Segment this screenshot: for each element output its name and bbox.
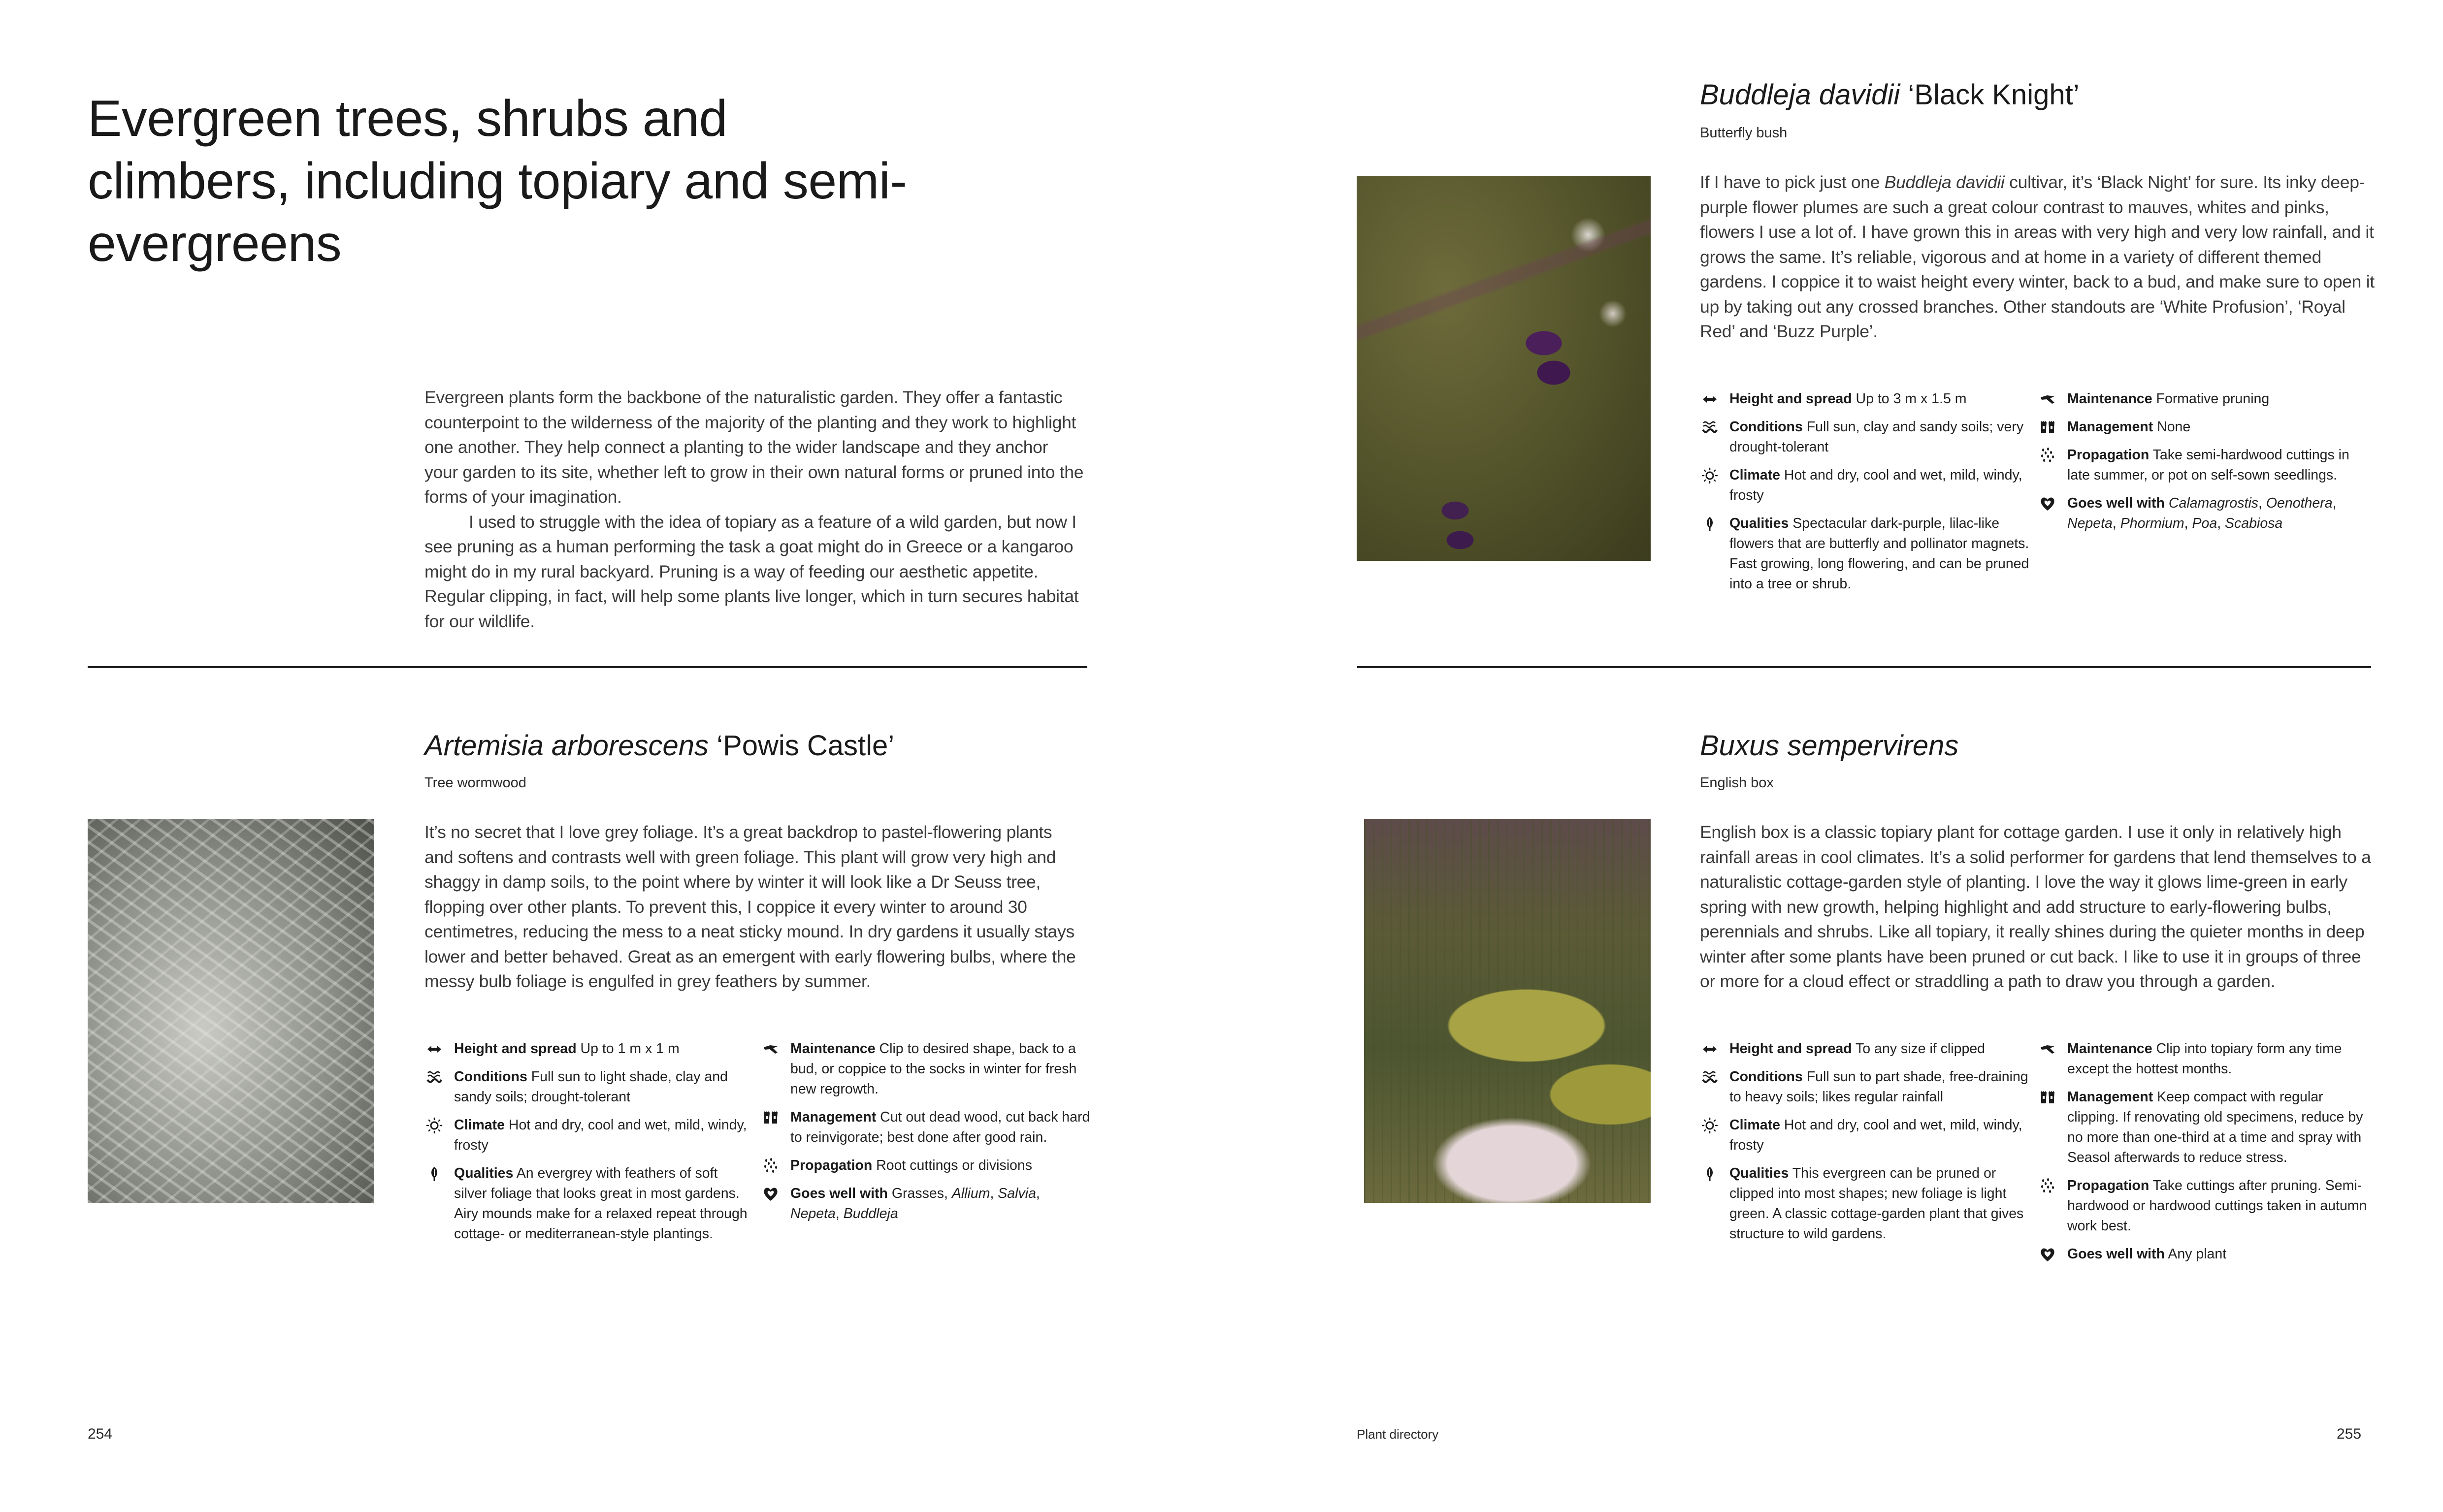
attribute-value: None xyxy=(2153,419,2191,435)
attribute-label: Height and spread xyxy=(1729,391,1852,407)
attribute-goes-well-with xyxy=(761,1184,1091,1224)
maintenance-shears-icon xyxy=(2038,390,2057,409)
chapter-title: Evergreen trees, shrubs and climbers, including topiary and semi-evergreens xyxy=(88,90,907,272)
attribute-label: Management xyxy=(2067,1089,2153,1105)
description-artemisia xyxy=(424,820,1084,994)
latin-name: Buxus sempervirens xyxy=(1700,730,1959,762)
maintenance-shears-icon xyxy=(761,1040,781,1059)
attribute-management xyxy=(2038,1087,2373,1168)
attribute-value: Take cuttings after pruning. Semi-hardwood or hardwood cuttings taken in autumn work best. xyxy=(2067,1178,2367,1234)
attribute-conditions xyxy=(1700,417,2030,457)
intro-paragraph-1: Evergreen plants form the backbone of the naturalistic garden. They offer a fantastic counterpoint to the wilderness of the majority of the planting and they work to highlight one another. They help connect a planting to the wider landscape and they anchor your garden to its site, whether left to grow in their own natural forms or pruned into the forms of your imagination. xyxy=(424,387,1084,507)
conditions-waves-icon xyxy=(1700,418,1720,437)
latin-name: Buddleja davidii xyxy=(1700,79,1900,111)
attribute-label: Maintenance xyxy=(2067,391,2152,407)
attribute-label: Qualities xyxy=(1729,515,1789,531)
attribute-value: Hot and dry, cool and wet, mild, windy, frosty xyxy=(1729,1117,2022,1153)
common-name-buddleja: Butterfly bush xyxy=(1700,125,1788,141)
attribute-label: Climate xyxy=(1729,1117,1780,1133)
attribute-label: Propagation xyxy=(790,1158,873,1173)
attributes-artemisia-left xyxy=(424,1039,749,1252)
attribute-value: To any size if clipped xyxy=(1852,1041,1985,1057)
propagation-seeds-icon xyxy=(761,1157,781,1175)
attribute-value: Up to 3 m x 1.5 m xyxy=(1852,391,1967,407)
latin-name: Artemisia arborescens xyxy=(424,730,709,762)
attribute-height-and-spread xyxy=(1700,389,2030,409)
attribute-value: Keep compact with regular clipping. If renovating old specimens, reduce by no more than one-third at a time and spray with Seasol afterwards to reduce stress. xyxy=(2067,1089,2363,1165)
management-gloves-icon xyxy=(2038,418,2057,437)
common-name-buxus: English box xyxy=(1700,775,1774,791)
maintenance-shears-icon xyxy=(2038,1040,2057,1059)
attribute-maintenance xyxy=(2038,1039,2373,1079)
attribute-label: Maintenance xyxy=(2067,1041,2152,1057)
attribute-propagation xyxy=(2038,1176,2373,1236)
attribute-value: Formative pruning xyxy=(2152,391,2270,407)
attribute-label: Climate xyxy=(1729,467,1780,483)
attribute-value: Spectacular dark-purple, lilac-like flowers that are butterfly and pollinator magnets. Fast growing, long flowering, and can be pruned into a tree or shrub. xyxy=(1729,515,2029,592)
conditions-waves-icon xyxy=(1700,1068,1720,1087)
attribute-value: Clip to desired shape, back to a bud, or coppice to the socks in winter for fresh new regrowth. xyxy=(790,1041,1077,1097)
attribute-height-and-spread xyxy=(1700,1039,2030,1059)
attribute-value: Take semi-hardwood cuttings in late summer, or pot on self-sown seedlings. xyxy=(2067,447,2349,483)
height-spread-arrow-icon xyxy=(424,1040,444,1059)
attributes-buddleja-right xyxy=(2038,389,2373,542)
attribute-value: An evergrey with feathers of soft silver foliage that looks great in most gardens. Airy mounds make for a relaxed repeat through cottage- or mediterranean-style plantings. xyxy=(454,1165,748,1242)
propagation-seeds-icon xyxy=(2038,446,2057,465)
photo-buddleja xyxy=(1357,176,1651,561)
attribute-conditions xyxy=(1700,1067,2030,1107)
attribute-label: Maintenance xyxy=(790,1041,876,1057)
attribute-qualities xyxy=(1700,1163,2030,1244)
attribute-label: Height and spread xyxy=(1729,1041,1852,1057)
attribute-value: Any plant xyxy=(2164,1246,2227,1262)
attribute-label: Management xyxy=(2067,419,2153,435)
attribute-value: This evergreen can be pruned or clipped into most shapes; new foliage is light green. A classic cottage-garden plant that gives structure to wild gardens. xyxy=(1729,1165,2024,1242)
attribute-value: Full sun to part shade, free-draining to heavy soils; likes regular rainfall xyxy=(1729,1069,2028,1105)
attribute-qualities xyxy=(424,1163,749,1244)
attributes-buxus-left xyxy=(1700,1039,2030,1252)
qualities-leaf-icon xyxy=(424,1164,444,1183)
attribute-goes-well-with xyxy=(2038,1244,2373,1264)
attribute-climate xyxy=(424,1115,749,1156)
attribute-label: Qualities xyxy=(454,1165,514,1181)
description-buxus xyxy=(1700,820,2375,994)
divider-left xyxy=(88,666,1087,668)
conditions-waves-icon xyxy=(424,1068,444,1087)
attribute-value: Full sun to light shade, clay and sandy soils; drought-tolerant xyxy=(454,1069,728,1105)
attributes-buddleja-left xyxy=(1700,389,2030,602)
attribute-propagation xyxy=(761,1156,1091,1176)
goes-well-heart-icon xyxy=(761,1185,781,1203)
attribute-label: Goes well with xyxy=(2067,495,2165,511)
attribute-value: Up to 1 m x 1 m xyxy=(576,1041,680,1057)
management-gloves-icon xyxy=(761,1108,781,1127)
description-text: If I have to pick just one Buddleja davidii cultivar, it’s ‘Black Night’ for sure. Its inky deep-purple flower plumes are such a great colour contrast to mauves, whites and pinks, flowers I use a lot of. I have grown this in areas with very high and very low rainfall, and it grows the same. It’s reliable, vigorous and at home in a variety of different themed gardens. I coppice it to waist height every winter, back to a bud, and make sure to open it up by taking out any crossed branches. Other standouts are ‘White Profusion’, ‘Royal Red’ and ‘Buzz Purple’. xyxy=(1700,172,2375,341)
running-footer-section: Plant directory xyxy=(1357,1427,1439,1442)
photo-artemisia xyxy=(88,819,374,1203)
qualities-leaf-icon xyxy=(1700,515,1720,533)
attribute-qualities xyxy=(1700,514,2030,594)
attributes-artemisia-right xyxy=(761,1039,1091,1232)
description-text: It’s no secret that I love grey foliage. It’s a great backdrop to pastel-flowering plants and softens and contrasts well with green foliage. This plant will grow very high and shaggy in damp soils, to the point where by winter it will look like a Dr Seuss tree, flopping over other plants. To prevent this, I coppice it every winter to around 30 centimetres, reducing the mess to a neat sticky mound. In dry gardens it usually stays lower and better behaved. Great as an emergent with early flowering bulbs, where the messy bulb foliage is engulfed in grey feathers by summer. xyxy=(424,822,1076,991)
cultivar-name: ‘Black Knight’ xyxy=(1908,79,2080,111)
attribute-maintenance xyxy=(761,1039,1091,1099)
attribute-label: Conditions xyxy=(1729,1069,1803,1085)
intro-paragraph-2: I used to struggle with the idea of topiary as a feature of a wild garden, but now I see pruning as a human performing the task a goat might do in Greece or a kangaroo might do in my rural backyard. Pruning is a way of feeding our aesthetic appetite. Regular clipping, in fact, will help some plants live longer, which in turn secures habitat for our wildlife. xyxy=(424,512,1079,631)
attribute-value: Hot and dry, cool and wet, mild, windy, frosty xyxy=(1729,467,2022,503)
attribute-conditions xyxy=(424,1067,749,1107)
chapter-intro xyxy=(424,385,1084,634)
attribute-label: Conditions xyxy=(454,1069,527,1085)
height-spread-arrow-icon xyxy=(1700,1040,1720,1059)
attribute-climate xyxy=(1700,465,2030,506)
description-buddleja xyxy=(1700,170,2375,344)
goes-well-heart-icon xyxy=(2038,1245,2057,1264)
attribute-label: Height and spread xyxy=(454,1041,577,1057)
plant-name-buddleja xyxy=(1700,78,2080,112)
attribute-goes-well-with xyxy=(2038,493,2373,534)
page-number-left: 254 xyxy=(88,1426,113,1442)
attribute-label: Conditions xyxy=(1729,419,1803,435)
attribute-maintenance xyxy=(2038,389,2373,409)
climate-sun-icon xyxy=(424,1116,444,1135)
attribute-propagation xyxy=(2038,445,2373,485)
attribute-climate xyxy=(1700,1115,2030,1156)
propagation-seeds-icon xyxy=(2038,1177,2057,1195)
attribute-label: Propagation xyxy=(2067,1178,2150,1193)
attribute-management xyxy=(761,1107,1091,1148)
cultivar-name: ‘Powis Castle’ xyxy=(717,730,895,762)
divider-right xyxy=(1357,666,2371,668)
attribute-label: Qualities xyxy=(1729,1165,1789,1181)
attribute-value: Clip into topiary form any time except the hottest months. xyxy=(2067,1041,2342,1077)
plant-name-artemisia xyxy=(424,729,894,763)
attribute-label: Management xyxy=(790,1109,877,1125)
attribute-height-and-spread xyxy=(424,1039,749,1059)
attribute-value: Grasses, Allium, Salvia, Nepeta, Buddleja xyxy=(790,1186,1040,1222)
common-name-artemisia: Tree wormwood xyxy=(424,775,526,791)
goes-well-heart-icon xyxy=(2038,494,2057,513)
attribute-label: Goes well with xyxy=(790,1186,888,1201)
attributes-buxus-right xyxy=(2038,1039,2373,1272)
attribute-value: Hot and dry, cool and wet, mild, windy, frosty xyxy=(454,1117,747,1153)
attribute-management xyxy=(2038,417,2373,437)
attribute-value: Full sun, clay and sandy soils; very drought-tolerant xyxy=(1729,419,2024,455)
attribute-value: Cut out dead wood, cut back hard to reinvigorate; best done after good rain. xyxy=(790,1109,1090,1145)
height-spread-arrow-icon xyxy=(1700,390,1720,409)
plant-name-buxus xyxy=(1700,729,1958,763)
description-text: English box is a classic topiary plant for cottage garden. I use it only in relatively high rainfall areas in cool climates. It’s a solid performer for gardens that lend themselves to a naturalistic cottage-garden style of planting. I love the way it glows lime-green in early spring with new growth, helping highlight and add structure to early-flowering bulbs, perennials and shrubs. Like all topiary, it really shines during the quieter months in deep winter after some plants have been pruned or cut back. I like to use it in groups of three or more for a cloud effect or straddling a path to draw you through a garden. xyxy=(1700,822,2371,991)
attribute-value: Calamagrostis, Oenothera, Nepeta, Phormium, Poa, Scabiosa xyxy=(2067,495,2337,531)
attribute-label: Propagation xyxy=(2067,447,2150,463)
qualities-leaf-icon xyxy=(1700,1164,1720,1183)
attribute-label: Goes well with xyxy=(2067,1246,2165,1262)
page-number-right: 255 xyxy=(2337,1426,2362,1442)
attribute-value: Root cuttings or divisions xyxy=(872,1158,1032,1173)
photo-buxus xyxy=(1364,819,1651,1203)
climate-sun-icon xyxy=(1700,466,1720,485)
management-gloves-icon xyxy=(2038,1088,2057,1107)
climate-sun-icon xyxy=(1700,1116,1720,1135)
attribute-label: Climate xyxy=(454,1117,505,1133)
